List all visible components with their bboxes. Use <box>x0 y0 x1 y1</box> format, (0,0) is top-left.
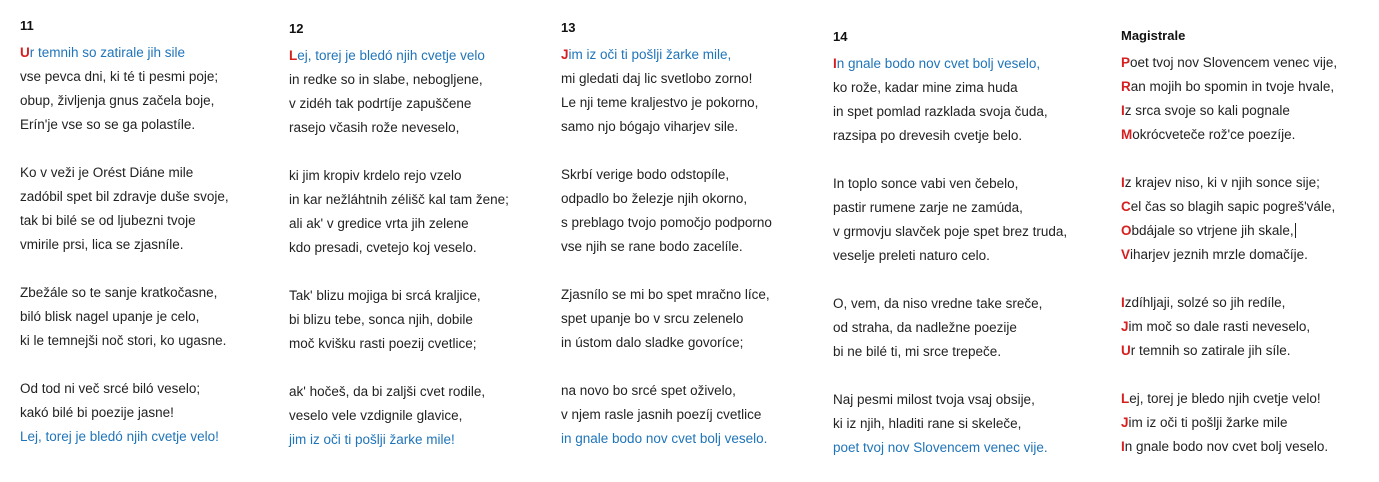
verse-text: bdájale so vtrjene jih skale, <box>1131 223 1294 238</box>
verse-text: in gnale bodo nov cvet bolj veselo. <box>561 431 768 446</box>
verse-line <box>289 164 509 188</box>
sonnet-body <box>561 43 772 451</box>
verse-line <box>561 427 772 451</box>
verse-line <box>1121 171 1337 195</box>
verse-text: ali ak' v gredice vrta jih zelene <box>289 216 469 231</box>
verse-text: zadóbil spet bil zdravje duše svoje, <box>20 189 229 204</box>
verse-text: v njem rasle jasnih poezíj cvetlice <box>561 407 762 422</box>
sonnet-column-magistrale <box>1121 28 1337 459</box>
stanza-gap <box>561 139 772 163</box>
verse-line <box>833 196 1067 220</box>
verse-text: biló blisk nagel upanje je celo, <box>20 309 200 324</box>
acrostic-initial: I <box>1121 439 1125 454</box>
verse-line <box>1121 51 1337 75</box>
stanza-gap <box>289 140 509 164</box>
stanza-gap <box>561 355 772 379</box>
acrostic-initial: J <box>1121 319 1129 334</box>
stanza-gap <box>20 257 229 281</box>
acrostic-initial: V <box>1121 247 1131 262</box>
verse-text: Erín'je vse so se ga polastíle. <box>20 117 196 132</box>
verse-text: r temnih so zatirale jih sile <box>29 45 186 60</box>
verse-line <box>1121 291 1337 315</box>
verse-text: mi gledati daj lic svetlobo zorno! <box>561 71 753 86</box>
acrostic-initial: P <box>1121 55 1131 70</box>
verse-line <box>289 428 509 452</box>
verse-text: pastir rumene zarje ne zamúda, <box>833 200 1023 215</box>
verse-line <box>289 380 509 404</box>
verse-line <box>20 233 229 257</box>
verse-text: z krajev niso, ki v njih sonce sije; <box>1124 175 1320 190</box>
verse-text: im iz oči ti pošlji žarke mile <box>1128 415 1288 430</box>
verse-text: n gnale bodo nov cvet bolj veselo, <box>836 56 1041 71</box>
acrostic-initial: I <box>833 56 837 71</box>
verse-text: Le nji teme kraljestvo je pokorno, <box>561 95 759 110</box>
verse-text: Skrbí verige bodo odstopíle, <box>561 167 730 182</box>
verse-text: jim iz oči ti pošlji žarke mile! <box>289 432 455 447</box>
verse-line <box>561 379 772 403</box>
verse-text: ki jim kropiv krdelo rejo vzelo <box>289 168 462 183</box>
stanza-gap <box>289 260 509 284</box>
verse-text: rasejo včasih rože neveselo, <box>289 120 460 135</box>
acrostic-initial: U <box>1121 343 1131 358</box>
verse-line <box>561 235 772 259</box>
verse-text: iharjev jeznih mrzle domačíje. <box>1130 247 1308 262</box>
verse-line <box>20 209 229 233</box>
verse-text: Od tod ni več srcé biló veselo; <box>20 381 201 396</box>
verse-line <box>833 172 1067 196</box>
verse-line <box>561 115 772 139</box>
verse-line <box>833 388 1067 412</box>
verse-text: Zbežále so te sanje kratkočasne, <box>20 285 218 300</box>
verse-text: ko rože, kadar mine zima huda <box>833 80 1018 95</box>
sonnet-heading: Magistrale <box>1121 28 1186 43</box>
sonnet-body <box>289 44 509 452</box>
sonnet-column-12 <box>289 21 509 452</box>
verse-text: im moč so dale rasti neveselo, <box>1128 319 1311 334</box>
verse-line <box>20 89 229 113</box>
verse-line <box>20 425 229 449</box>
acrostic-initial: C <box>1121 199 1131 214</box>
verse-text: Naj pesmi milost tvoja vsaj obsije, <box>833 392 1035 407</box>
verse-text: Ko v veži je Orést Diáne mile <box>20 165 194 180</box>
verse-line <box>1121 219 1337 243</box>
verse-line <box>289 212 509 236</box>
verse-text: v grmovju slavček poje spet brez truda, <box>833 224 1068 239</box>
verse-text: veselo vele vzdignile glavice, <box>289 408 463 423</box>
verse-line <box>561 331 772 355</box>
verse-text: r temnih so zatirale jih síle. <box>1130 343 1291 358</box>
verse-line <box>561 67 772 91</box>
verse-text: spet upanje bo v srcu zelenelo <box>561 311 744 326</box>
verse-text: kakó bilé bi poezije jasne! <box>20 405 174 420</box>
acrostic-initial: L <box>289 48 298 63</box>
verse-line <box>561 163 772 187</box>
sonnet-column-14 <box>833 29 1067 460</box>
verse-text: moč kvišku rasti poezij cvetlice; <box>289 336 477 351</box>
verse-text: razsipa po drevesih cvetje belo. <box>833 128 1023 143</box>
sonnet-column-11 <box>20 18 229 449</box>
verse-line <box>289 332 509 356</box>
acrostic-initial: I <box>1121 295 1125 310</box>
verse-line <box>20 41 229 65</box>
verse-line <box>20 185 229 209</box>
verse-text: ej, torej je bledó njih cvetje velo <box>297 48 485 63</box>
text-cursor <box>1295 223 1296 238</box>
acrostic-initial: I <box>1121 175 1125 190</box>
acrostic-initial: J <box>561 47 569 62</box>
verse-text: bi ne bilé ti, mi srce trepeče. <box>833 344 1002 359</box>
verse-line <box>20 305 229 329</box>
stanza-gap <box>1121 363 1337 387</box>
stanza-gap <box>289 356 509 380</box>
verse-line <box>1121 387 1337 411</box>
verse-line <box>1121 315 1337 339</box>
acrostic-initial: J <box>1121 415 1129 430</box>
stanza-gap <box>1121 147 1337 171</box>
verse-text: an mojih bo spomin in tvoje hvale, <box>1130 79 1335 94</box>
verse-text: okrócveteče rož'ce poezíje. <box>1132 127 1296 142</box>
verse-line <box>1121 123 1337 147</box>
verse-line <box>20 65 229 89</box>
verse-line <box>20 401 229 425</box>
sonnet-body <box>1121 51 1337 459</box>
verse-line <box>20 281 229 305</box>
verse-text: na novo bo srcé spet oživelo, <box>561 383 736 398</box>
verse-text: vse njih se rane bodo zacelíle. <box>561 239 743 254</box>
verse-text: zdíhljaji, solzé so jih redíle, <box>1124 295 1286 310</box>
verse-text: Lej, torej je bledó njih cvetje velo! <box>20 429 219 444</box>
acrostic-initial: R <box>1121 79 1131 94</box>
verse-line <box>833 244 1067 268</box>
verse-line <box>1121 99 1337 123</box>
verse-text: O, vem, da niso vredne take sreče, <box>833 296 1043 311</box>
sonnet-heading: 11 <box>20 18 34 33</box>
verse-text: im iz oči ti pošlji žarke mile, <box>568 47 732 62</box>
verse-line <box>20 329 229 353</box>
verse-text: kdo presadi, cvetejo koj veselo. <box>289 240 477 255</box>
verse-text: vmirile prsi, lica se zjasníle. <box>20 237 184 252</box>
verse-text: od straha, da nadležne poezije <box>833 320 1017 335</box>
verse-text: s preblago tvojo pomočjo podporno <box>561 215 772 230</box>
sonnet-column-13 <box>561 20 772 451</box>
stanza-gap <box>833 148 1067 172</box>
verse-text: Zjasnílo se mi bo spet mračno líce, <box>561 287 770 302</box>
verse-text: Tak' blizu mojiga bi srcá kraljice, <box>289 288 481 303</box>
verse-line <box>289 188 509 212</box>
verse-text: In toplo sonce vabi ven čebelo, <box>833 176 1019 191</box>
acrostic-initial: L <box>1121 391 1130 406</box>
verse-text: samo njo bógajo viharjev sile. <box>561 119 739 134</box>
stanza-gap <box>561 259 772 283</box>
acrostic-initial: O <box>1121 223 1132 238</box>
verse-text: in kar nežláhtnih zélišč kal tam žene; <box>289 192 509 207</box>
verse-text: tak bi bilé se od ljubezni tvoje <box>20 213 196 228</box>
sonnet-body <box>833 52 1067 460</box>
verse-text: ej, torej je bledo njih cvetje velo! <box>1129 391 1321 406</box>
verse-line <box>20 377 229 401</box>
verse-text: in ústom dalo sladke govoríce; <box>561 335 744 350</box>
verse-text: odpadlo bo železje njih okorno, <box>561 191 748 206</box>
verse-line <box>561 43 772 67</box>
verse-line <box>561 283 772 307</box>
verse-text: in redke so in slabe, nebogljene, <box>289 72 483 87</box>
verse-line <box>289 92 509 116</box>
verse-line <box>833 412 1067 436</box>
verse-text: in spet pomlad razklada svoja čuda, <box>833 104 1048 119</box>
verse-line <box>833 436 1067 460</box>
stanza-gap <box>833 364 1067 388</box>
verse-text: bi blizu tebe, sonca njih, dobile <box>289 312 473 327</box>
acrostic-initial: I <box>1121 103 1125 118</box>
verse-line <box>561 187 772 211</box>
verse-line <box>833 340 1067 364</box>
verse-text: n gnale bodo nov cvet bolj veselo. <box>1124 439 1329 454</box>
verse-text: z srca svoje so kali pognale <box>1124 103 1290 118</box>
stanza-gap <box>1121 267 1337 291</box>
acrostic-initial: U <box>20 45 30 60</box>
stanza-gap <box>833 268 1067 292</box>
sonnet-heading: 14 <box>833 29 848 44</box>
verse-line <box>289 284 509 308</box>
acrostic-initial: M <box>1121 127 1133 142</box>
verse-line <box>20 113 229 137</box>
verse-line <box>289 236 509 260</box>
verse-line <box>289 308 509 332</box>
verse-line <box>833 52 1067 76</box>
verse-line <box>20 161 229 185</box>
verse-line <box>561 91 772 115</box>
verse-line <box>289 68 509 92</box>
verse-line <box>289 44 509 68</box>
verse-line <box>833 316 1067 340</box>
verse-line <box>289 116 509 140</box>
verse-text: veselje preleti naturo celo. <box>833 248 990 263</box>
verse-line <box>561 307 772 331</box>
verse-line <box>289 404 509 428</box>
verse-text: el čas so blagih sapic pogreš'vále, <box>1130 199 1336 214</box>
verse-text: oet tvoj nov Slovencem venec vije, <box>1130 55 1338 70</box>
verse-text: vse pevca dni, ki té ti pesmi poje; <box>20 69 219 84</box>
sonnet-body <box>20 41 229 449</box>
verse-line <box>1121 243 1337 267</box>
verse-line <box>1121 339 1337 363</box>
verse-text: ki iz njih, hladiti rane si skeleče, <box>833 416 1022 431</box>
verse-line <box>1121 195 1337 219</box>
sonnet-heading: 13 <box>561 20 576 35</box>
verse-line <box>833 292 1067 316</box>
verse-text: ki le temnejši noč stori, ko ugasne. <box>20 333 227 348</box>
verse-line <box>833 76 1067 100</box>
verse-line <box>561 211 772 235</box>
verse-text: v zidéh tak podrtíje zapuščene <box>289 96 472 111</box>
verse-line <box>1121 411 1337 435</box>
verse-line <box>1121 75 1337 99</box>
verse-text: obup, življenja gnus začela boje, <box>20 93 215 108</box>
stanza-gap <box>20 137 229 161</box>
sonnet-heading: 12 <box>289 21 304 36</box>
verse-line <box>833 100 1067 124</box>
verse-text: ak' hočeš, da bi zaljši cvet rodile, <box>289 384 486 399</box>
verse-line <box>1121 435 1337 459</box>
verse-line <box>833 124 1067 148</box>
verse-text: poet tvoj nov Slovencem venec vije. <box>833 440 1048 455</box>
stanza-gap <box>20 353 229 377</box>
verse-line <box>561 403 772 427</box>
verse-line <box>833 220 1067 244</box>
